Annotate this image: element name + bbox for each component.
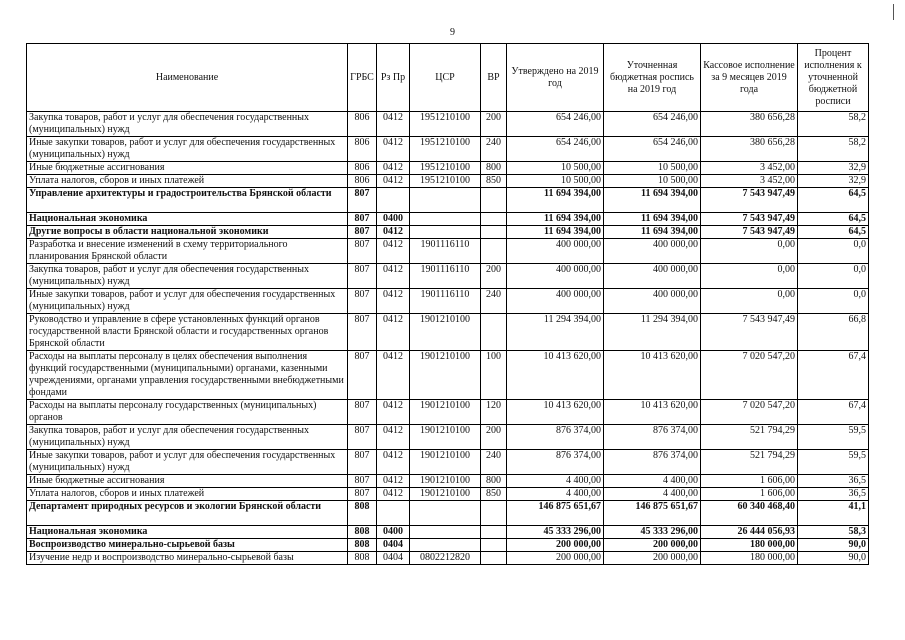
table-row: [27, 526, 869, 539]
table-cell-cash: 7 543 947,49: [701, 314, 798, 351]
table-row: [27, 501, 869, 526]
scan-edge-mark: [893, 4, 894, 20]
table-cell-refined: 45 333 296,00: [604, 526, 701, 539]
table-cell-vr: [481, 314, 507, 351]
table-cell-percent: 58,2: [798, 112, 869, 137]
table-row: [27, 112, 869, 137]
table-cell-csr: 1951210100: [410, 162, 481, 175]
table-row: [27, 188, 869, 213]
table-cell-refined: 10 413 620,00: [604, 351, 701, 400]
table-cell-name: Закупка товаров, работ и услуг для обеспечения государственных (муниципальных) нужд: [27, 112, 348, 137]
table-cell-grbs: 807: [348, 289, 377, 314]
table-cell-approved: 11 694 394,00: [507, 226, 604, 239]
table-cell-csr: 1901210100: [410, 488, 481, 501]
table-cell-approved: 200 000,00: [507, 552, 604, 565]
table-cell-cash: 180 000,00: [701, 539, 798, 552]
table-cell-rzpr: 0412: [377, 137, 410, 162]
table-cell-vr: 200: [481, 264, 507, 289]
table-cell-name: Другие вопросы в области национальной экономики: [27, 226, 348, 239]
table-cell-vr: [481, 501, 507, 526]
table-cell-rzpr: 0412: [377, 175, 410, 188]
table-cell-rzpr: 0412: [377, 226, 410, 239]
table-cell-rzpr: 0412: [377, 239, 410, 264]
table-cell-csr: 1901210100: [410, 425, 481, 450]
table-cell-grbs: 807: [348, 188, 377, 213]
table-cell-vr: 240: [481, 289, 507, 314]
col-header-grbs: ГРБС: [348, 44, 377, 112]
table-cell-cash: 3 452,00: [701, 175, 798, 188]
table-cell-rzpr: 0412: [377, 425, 410, 450]
table-cell-refined: 200 000,00: [604, 552, 701, 565]
table-cell-approved: 200 000,00: [507, 539, 604, 552]
table-cell-grbs: 808: [348, 501, 377, 526]
table-cell-percent: 67,4: [798, 351, 869, 400]
table-cell-csr: 1901116110: [410, 289, 481, 314]
table-row: [27, 400, 869, 425]
table-cell-refined: 4 400,00: [604, 475, 701, 488]
table-row: [27, 239, 869, 264]
table-cell-grbs: 808: [348, 539, 377, 552]
table-row: [27, 488, 869, 501]
table-cell-vr: 800: [481, 162, 507, 175]
col-header-percent: Процент исполнения к уточненной бюджетной росписи: [798, 44, 869, 112]
table-cell-csr: [410, 188, 481, 213]
table-cell-approved: 10 500,00: [507, 162, 604, 175]
table-cell-refined: 654 246,00: [604, 137, 701, 162]
table-cell-cash: 380 656,28: [701, 137, 798, 162]
table-cell-refined: 10 500,00: [604, 175, 701, 188]
table-cell-cash: 521 794,29: [701, 425, 798, 450]
table-cell-name: Иные закупки товаров, работ и услуг для обеспечения государственных (муниципальных) нужд: [27, 450, 348, 475]
page-number: 9: [450, 27, 455, 38]
table-cell-grbs: 806: [348, 175, 377, 188]
table-cell-name: Управление архитектуры и градостроительства Брянской области: [27, 188, 348, 213]
table-cell-vr: [481, 239, 507, 264]
table-cell-percent: 58,2: [798, 137, 869, 162]
table-cell-grbs: 807: [348, 351, 377, 400]
table-cell-refined: 4 400,00: [604, 488, 701, 501]
table-cell-percent: 90,0: [798, 539, 869, 552]
table-cell-csr: 1901210100: [410, 351, 481, 400]
table-cell-approved: 876 374,00: [507, 425, 604, 450]
table-cell-approved: 10 500,00: [507, 175, 604, 188]
table-cell-cash: 26 444 056,93: [701, 526, 798, 539]
table-cell-refined: 400 000,00: [604, 239, 701, 264]
table-cell-refined: 11 694 394,00: [604, 213, 701, 226]
table-cell-refined: 200 000,00: [604, 539, 701, 552]
table-cell-name: Уплата налогов, сборов и иных платежей: [27, 175, 348, 188]
table-row: [27, 475, 869, 488]
table-cell-vr: [481, 539, 507, 552]
table-cell-refined: 400 000,00: [604, 264, 701, 289]
col-header-approved: Утверждено на 2019 год: [507, 44, 604, 112]
table-cell-approved: 654 246,00: [507, 137, 604, 162]
table-cell-refined: 146 875 651,67: [604, 501, 701, 526]
table-cell-rzpr: 0412: [377, 314, 410, 351]
table-row: [27, 351, 869, 400]
table-cell-rzpr: 0412: [377, 351, 410, 400]
table-cell-grbs: 808: [348, 526, 377, 539]
table-row: [27, 552, 869, 565]
table-cell-refined: 400 000,00: [604, 289, 701, 314]
table-cell-percent: 64,5: [798, 226, 869, 239]
table-cell-cash: 1 606,00: [701, 488, 798, 501]
table-cell-rzpr: 0400: [377, 213, 410, 226]
col-header-refined: Уточненная бюджетная роспись на 2019 год: [604, 44, 701, 112]
table-cell-approved: 4 400,00: [507, 488, 604, 501]
table-cell-refined: 11 294 394,00: [604, 314, 701, 351]
table-cell-refined: 654 246,00: [604, 112, 701, 137]
table-cell-csr: 1901210100: [410, 475, 481, 488]
table-cell-refined: 11 694 394,00: [604, 226, 701, 239]
table-cell-percent: 32,9: [798, 175, 869, 188]
col-header-name: Наименование: [27, 44, 348, 112]
table-cell-approved: 146 875 651,67: [507, 501, 604, 526]
table-cell-grbs: 807: [348, 239, 377, 264]
table-cell-percent: 59,5: [798, 425, 869, 450]
table-cell-approved: 400 000,00: [507, 289, 604, 314]
table-cell-approved: 10 413 620,00: [507, 400, 604, 425]
table-cell-percent: 0,0: [798, 264, 869, 289]
table-cell-vr: 800: [481, 475, 507, 488]
table-cell-csr: [410, 213, 481, 226]
table-cell-name: Расходы на выплаты персоналу государственных (муниципальных) органов: [27, 400, 348, 425]
table-cell-name: Департамент природных ресурсов и экологии Брянской области: [27, 501, 348, 526]
table-cell-vr: 240: [481, 450, 507, 475]
table-cell-rzpr: 0412: [377, 112, 410, 137]
table-cell-cash: 521 794,29: [701, 450, 798, 475]
table-cell-csr: 0802212820: [410, 552, 481, 565]
table-cell-percent: 0,0: [798, 289, 869, 314]
table-cell-cash: 380 656,28: [701, 112, 798, 137]
table-cell-cash: 180 000,00: [701, 552, 798, 565]
table-cell-rzpr: 0404: [377, 539, 410, 552]
table-cell-rzpr: 0412: [377, 488, 410, 501]
table-cell-csr: 1951210100: [410, 112, 481, 137]
table-row: [27, 450, 869, 475]
table-cell-csr: 1901116110: [410, 264, 481, 289]
table-cell-grbs: 808: [348, 552, 377, 565]
table-cell-percent: 64,5: [798, 188, 869, 213]
table-cell-cash: 60 340 468,40: [701, 501, 798, 526]
table-cell-grbs: 807: [348, 264, 377, 289]
table-cell-vr: 850: [481, 488, 507, 501]
table-cell-vr: [481, 188, 507, 213]
table-cell-cash: 1 606,00: [701, 475, 798, 488]
table-cell-name: Иные бюджетные ассигнования: [27, 162, 348, 175]
table-cell-name: Закупка товаров, работ и услуг для обеспечения государственных (муниципальных) нужд: [27, 425, 348, 450]
table-cell-name: Воспроизводство минерально-сырьевой базы: [27, 539, 348, 552]
table-cell-percent: 58,3: [798, 526, 869, 539]
table-cell-refined: 876 374,00: [604, 425, 701, 450]
table-header-row: [27, 44, 869, 112]
table-cell-csr: [410, 501, 481, 526]
table-cell-vr: 100: [481, 351, 507, 400]
table-cell-cash: 7 020 547,20: [701, 400, 798, 425]
table-cell-csr: 1901210100: [410, 450, 481, 475]
table-cell-percent: 64,5: [798, 213, 869, 226]
table-cell-rzpr: [377, 501, 410, 526]
table-cell-rzpr: [377, 188, 410, 213]
table-cell-name: Иные закупки товаров, работ и услуг для обеспечения государственных (муниципальных) нужд: [27, 137, 348, 162]
table-cell-vr: [481, 552, 507, 565]
table-cell-name: Разработка и внесение изменений в схему территориального планирования Брянской области: [27, 239, 348, 264]
table-cell-percent: 36,5: [798, 475, 869, 488]
table-cell-cash: 3 452,00: [701, 162, 798, 175]
col-header-vr: ВР: [481, 44, 507, 112]
table-cell-csr: [410, 526, 481, 539]
table-cell-grbs: 807: [348, 213, 377, 226]
table-cell-rzpr: 0412: [377, 450, 410, 475]
table-cell-refined: 11 694 394,00: [604, 188, 701, 213]
table-cell-approved: 876 374,00: [507, 450, 604, 475]
table-cell-name: Уплата налогов, сборов и иных платежей: [27, 488, 348, 501]
table-cell-grbs: 807: [348, 226, 377, 239]
col-header-cash: Кассовое исполнение за 9 месяцев 2019 года: [701, 44, 798, 112]
table-cell-percent: 32,9: [798, 162, 869, 175]
table-row: [27, 175, 869, 188]
table-cell-vr: 200: [481, 112, 507, 137]
table-cell-vr: [481, 226, 507, 239]
table-row: [27, 314, 869, 351]
table-cell-cash: 0,00: [701, 289, 798, 314]
table-cell-percent: 66,8: [798, 314, 869, 351]
table-cell-grbs: 807: [348, 400, 377, 425]
table-cell-approved: 400 000,00: [507, 264, 604, 289]
table-row: [27, 137, 869, 162]
table-cell-vr: [481, 213, 507, 226]
table-cell-rzpr: 0412: [377, 264, 410, 289]
table-cell-grbs: 807: [348, 425, 377, 450]
table-row: [27, 213, 869, 226]
table-cell-percent: 41,1: [798, 501, 869, 526]
table-cell-csr: 1901116110: [410, 239, 481, 264]
table-cell-csr: 1901210100: [410, 314, 481, 351]
table-cell-grbs: 806: [348, 162, 377, 175]
table-cell-name: Руководство и управление в сфере установленных функций органов государственной власти Брянской области и государственных органов Брянской области: [27, 314, 348, 351]
table-cell-percent: 67,4: [798, 400, 869, 425]
table-cell-approved: 400 000,00: [507, 239, 604, 264]
table-cell-rzpr: 0412: [377, 162, 410, 175]
table-cell-csr: [410, 539, 481, 552]
table-cell-approved: 10 413 620,00: [507, 351, 604, 400]
table-cell-approved: 654 246,00: [507, 112, 604, 137]
table-cell-cash: 7 020 547,20: [701, 351, 798, 400]
col-header-rzpr: Рз Пр: [377, 44, 410, 112]
table-cell-grbs: 806: [348, 137, 377, 162]
table-cell-cash: 7 543 947,49: [701, 226, 798, 239]
table-cell-cash: 0,00: [701, 264, 798, 289]
table-cell-grbs: 807: [348, 450, 377, 475]
table-cell-vr: 850: [481, 175, 507, 188]
table-cell-approved: 45 333 296,00: [507, 526, 604, 539]
table-cell-csr: 1901210100: [410, 400, 481, 425]
table-cell-rzpr: 0404: [377, 552, 410, 565]
table-cell-vr: 120: [481, 400, 507, 425]
table-cell-name: Иные закупки товаров, работ и услуг для обеспечения государственных (муниципальных) нужд: [27, 289, 348, 314]
table-row: [27, 425, 869, 450]
table-cell-csr: 1951210100: [410, 175, 481, 188]
table-row: [27, 162, 869, 175]
table-cell-name: Национальная экономика: [27, 526, 348, 539]
table-cell-vr: [481, 526, 507, 539]
table-cell-grbs: 807: [348, 475, 377, 488]
table-cell-name: Расходы на выплаты персоналу в целях обеспечения выполнения функций государственными (муниципальными) органами, казенными учреждениями, органами управления государственными внебюджетными фондами: [27, 351, 348, 400]
table-row: [27, 539, 869, 552]
table-row: [27, 264, 869, 289]
table-cell-vr: 240: [481, 137, 507, 162]
table-cell-name: Иные бюджетные ассигнования: [27, 475, 348, 488]
table-cell-rzpr: 0400: [377, 526, 410, 539]
table-cell-approved: 11 294 394,00: [507, 314, 604, 351]
table-cell-percent: 36,5: [798, 488, 869, 501]
table-cell-percent: 0,0: [798, 239, 869, 264]
table-cell-rzpr: 0412: [377, 475, 410, 488]
table-row: [27, 226, 869, 239]
table-row: [27, 289, 869, 314]
table-cell-grbs: 807: [348, 488, 377, 501]
table-cell-grbs: 806: [348, 112, 377, 137]
table-cell-rzpr: 0412: [377, 400, 410, 425]
table-cell-name: Национальная экономика: [27, 213, 348, 226]
table-cell-name: Изучение недр и воспроизводство минерально-сырьевой базы: [27, 552, 348, 565]
table-cell-refined: 10 500,00: [604, 162, 701, 175]
table-cell-refined: 876 374,00: [604, 450, 701, 475]
table-cell-vr: 200: [481, 425, 507, 450]
table-cell-cash: 7 543 947,49: [701, 213, 798, 226]
table-cell-csr: 1951210100: [410, 137, 481, 162]
table-cell-refined: 10 413 620,00: [604, 400, 701, 425]
table-cell-percent: 59,5: [798, 450, 869, 475]
table-cell-approved: 4 400,00: [507, 475, 604, 488]
table-cell-name: Закупка товаров, работ и услуг для обеспечения государственных (муниципальных) нужд: [27, 264, 348, 289]
table-cell-cash: 0,00: [701, 239, 798, 264]
table-cell-cash: 7 543 947,49: [701, 188, 798, 213]
col-header-csr: ЦСР: [410, 44, 481, 112]
table-cell-percent: 90,0: [798, 552, 869, 565]
table-cell-approved: 11 694 394,00: [507, 213, 604, 226]
table-cell-grbs: 807: [348, 314, 377, 351]
table-cell-rzpr: 0412: [377, 289, 410, 314]
budget-table: [26, 43, 869, 565]
table-cell-approved: 11 694 394,00: [507, 188, 604, 213]
table-cell-csr: [410, 226, 481, 239]
